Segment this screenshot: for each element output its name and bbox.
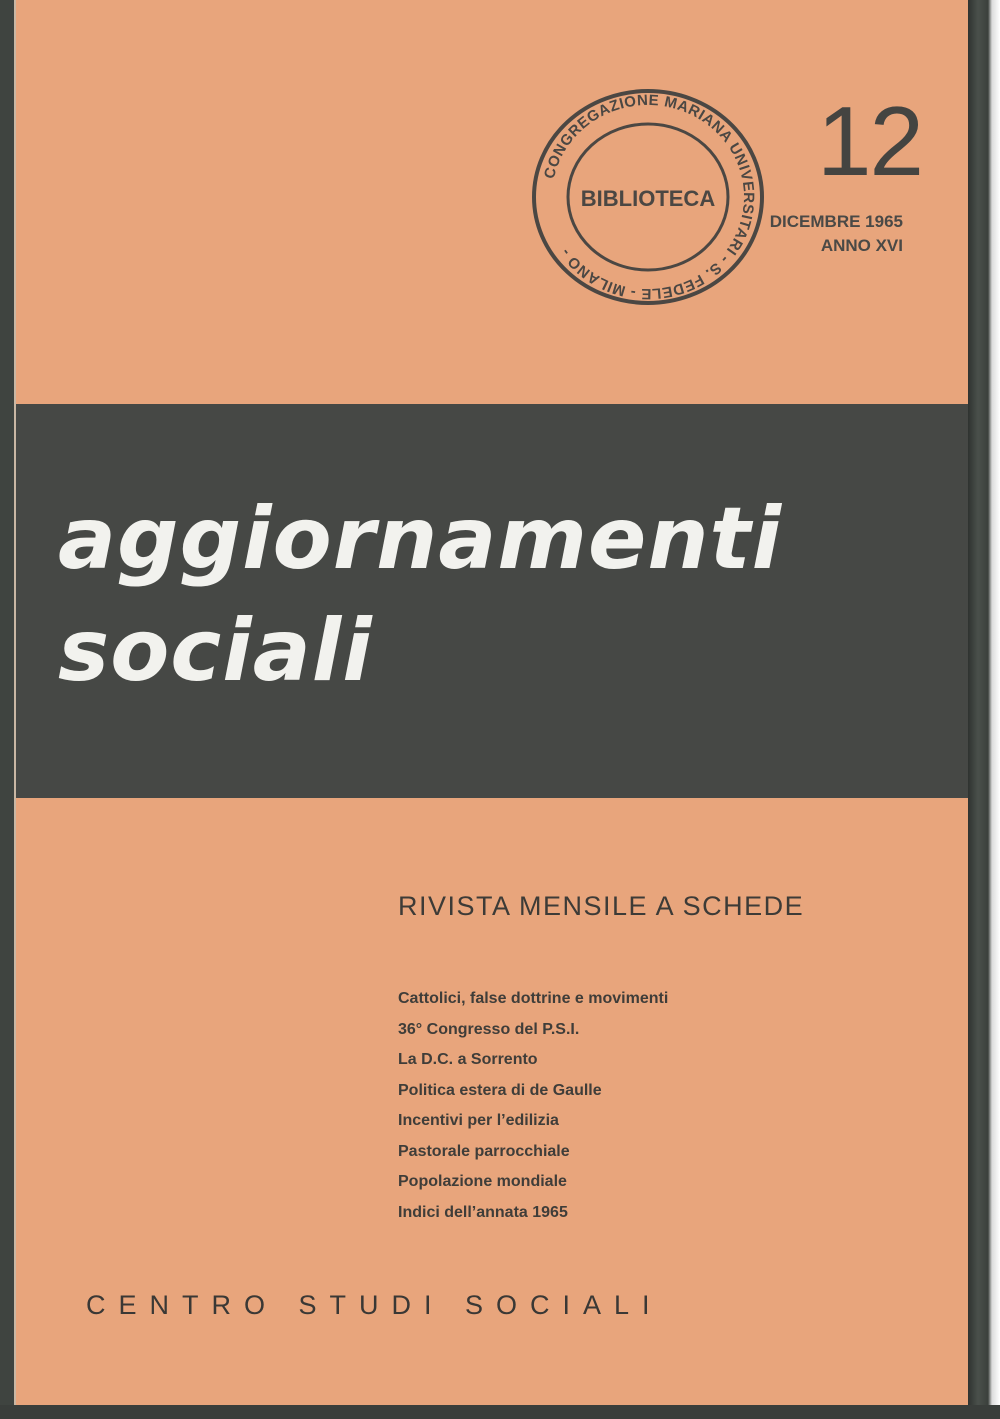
contents-list <box>398 984 668 1228</box>
binding-spine-left <box>0 0 14 1419</box>
magazine-title-line-2: sociali <box>58 601 373 701</box>
issue-year: ANNO XVI <box>820 236 903 255</box>
binding-spine-right <box>968 0 1000 1419</box>
stamp-center-text: BIBLIOTECA <box>580 186 716 211</box>
library-stamp <box>528 86 768 308</box>
contents-item: Indici dell’annata 1965 <box>398 1203 568 1221</box>
binding-bottom-edge <box>0 1405 1000 1419</box>
contents-item: Popolazione mondiale <box>398 1173 567 1190</box>
contents-item: La D.C. a Sorrento <box>398 1051 538 1068</box>
issue-date: DICEMBRE 1965 <box>769 212 903 231</box>
contents-item: 36° Congresso del P.S.I. <box>398 1020 580 1038</box>
contents-item: Incentivi per l’edilizia <box>398 1112 559 1129</box>
publisher-name: CENTRO STUDI SOCIALI <box>86 1290 663 1320</box>
magazine-title-line-1: aggiornamenti <box>58 489 783 589</box>
magazine-subtitle: RIVISTA MENSILE A SCHEDE <box>398 891 805 921</box>
issue-number: 12 <box>816 86 922 196</box>
magazine-cover <box>16 0 972 1408</box>
contents-item: Politica estera di de Gaulle <box>398 1081 602 1099</box>
stamp-ring-text: CONGREGAZIONE MARIANA UNIVERSITARI - S. FEDELE - MILANO - <box>541 91 758 303</box>
contents-item: Cattolici, false dottrine e movimenti <box>398 990 669 1007</box>
contents-item: Pastorale parrocchiale <box>398 1142 570 1160</box>
